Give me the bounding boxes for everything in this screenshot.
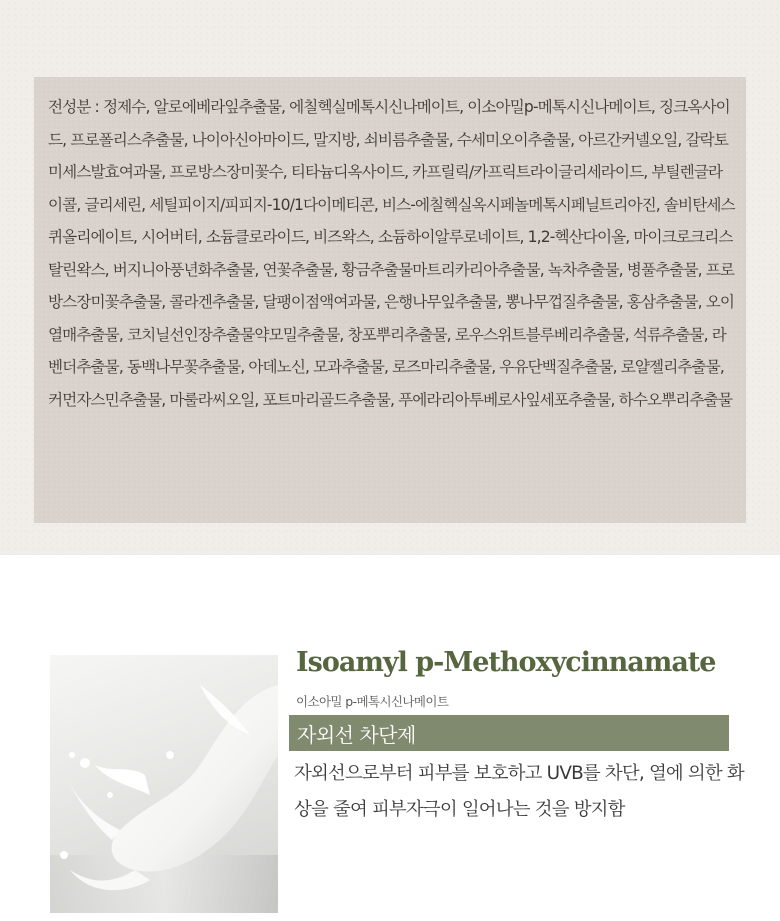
ingredients-list: 전성분 : 정제수, 알로에베라잎추출물, 에칠헥실메톡시신나메이트, 이소아밀p-메톡시신나메이트, 징크옥사이드, 프로폴리스추출물, 나이아신아마이드, 말지방, 쇠비름추출물, 수세미오이추출물, 아르간커넬오일, 갈락토미세스발효여과물, 프로방스장미꽃수, 티타늄디옥사이드, 카프릴릭/카프릭트라이글리세라이드, 부틸렌글라이콜, 글리세린, 세틸피이지/피피지-10/1다이메티콘, 비스-에칠헥실옥시페놀메톡시페닐트리아진, 솔비탄세스퀴올리에이트, 시어버터, 소듐클로라이드, 비즈왁스, 소듐하이알루로네이트, 1,2-헥산다이올, 마이크로크리스탈린왁스, 버지니아풍년화추출물, 연꽃추출물, 황금추출물마트리카리아추출물, 녹차추출물, 병풀추출물, 프로방스장미꽃추출물, 콜라겐추출물, 달팽이점액여과물, 은행나무잎추출물, 뽕나무껍질추출물, 홍삼추출물, 오이열매추출물, 코치닐선인장추출물약모밀추출물, 창포뿌리추출물, 로우스위트블루베리추출물, 석류추출물, 라벤더추출물, 동백나무꽃추출물, 아데노신, 모과추출물, 로즈마리추출물, 우유단백질추출물, 로얄젤리추출물, 커먼자스민추출물, 마룰라씨오일, 포트마리골드추출물, 푸에라리아투베로사잎세포추출물, 하수오뿌리추출물 (48, 98, 735, 409)
milk-splash-image (50, 655, 278, 913)
ingredient-title: Isoamyl p-Methoxycinnamate (296, 647, 716, 678)
ingredient-subtitle: 이소아밀 p-메톡시신나메이트 (296, 694, 449, 709)
ingredients-box (34, 77, 746, 523)
ingredient-description: 자외선으로부터 피부를 보호하고 UVB를 차단, 열에 의한 화상을 줄여 피부자극이 일어나는 것을 방지함 (294, 763, 744, 820)
function-label-bar (289, 715, 729, 751)
function-label: 자외선 차단제 (297, 723, 416, 747)
milk-splash-illustration (50, 655, 278, 913)
